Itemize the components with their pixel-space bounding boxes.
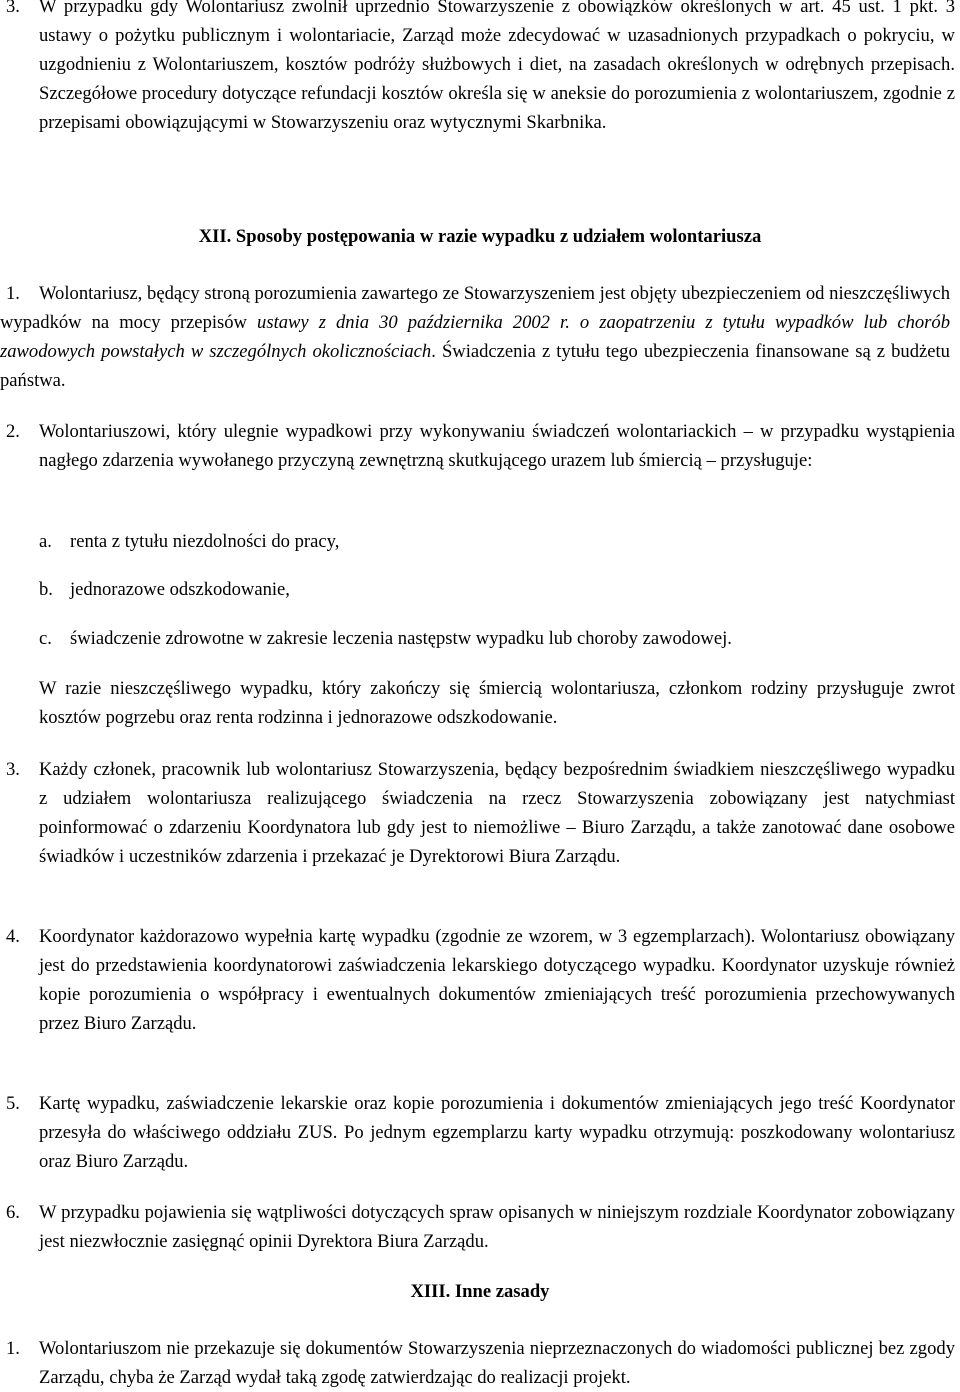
list-number: 3. xyxy=(6,759,20,780)
list-item-xiii-1 xyxy=(0,1334,960,1392)
paragraph: W przypadku pojawienia się wątpliwości dotyczących spraw opisanych w niniejszym rozdziale Koordynator zobowiązany jest niezwłocznie zasięgnąć opinii Dyrektora Biura Zarządu. xyxy=(39,1202,955,1252)
list-item-xii-3 xyxy=(0,755,960,871)
list-number: 6. xyxy=(6,1202,20,1223)
sub-letter: a. xyxy=(39,531,52,552)
paragraph-text-part: W przypadku gdy Wolontariusz zwolnił uprzednio Stowarzyszenie z obowiązków określonych w art. 45 ust. 1 pkt. 3 ustawy o pożytku publicznym i wolontariacie, Zarząd może zdecydować w uzasadnionych przypadkach o pokryciu, w uzgodnieniu z Wolontariuszem, kosztów podróży służbowych i diet, na zasadach określonych w odrębnych przepisach. xyxy=(39,0,955,75)
sub-text: świadczenie zdrowotne w zakresie leczenia następstw wypadku lub choroby zawodowej. xyxy=(70,628,732,649)
paragraph: Kartę wypadku, zaświadczenie lekarskie oraz kopie porozumienia i dokumentów zmieniających jego treść Koordynator przesyła do właściwego oddziału ZUS. Po jednym egzemplarzu karty wypadku otrzymują: poszkodowany wolontariusz oraz Biuro Zarządu. xyxy=(39,1093,955,1172)
list-number: 5. xyxy=(6,1093,20,1114)
list-item-xii-1 xyxy=(0,279,960,395)
paragraph-text-part: . Świadczenia z tytułu tego ubezpieczenia finansowane są z budżetu państwa. xyxy=(0,341,950,391)
list-item-xii-6 xyxy=(0,1198,960,1256)
section-heading-xii: XII. Sposoby postępowania w razie wypadku z udziałem wolontariusza xyxy=(198,226,762,247)
paragraph xyxy=(0,279,955,395)
paragraph-death: W razie nieszczęśliwego wypadku, który zakończy się śmiercią wolontariusza, członkom rodziny przysługuje zwrot kosztów pogrzebu oraz renta rodzinna i jednorazowe odszkodowanie. xyxy=(39,678,955,728)
section-heading-xiii: XIII. Inne zasady xyxy=(410,1281,550,1302)
paragraph: Koordynator każdorazowo wypełnia kartę wypadku (zgodnie ze wzorem, w 3 egzemplarzach). Wolontariusz obowiązany jest do przedstawienia koordynatorowi zaświadczenia lekarskiego dotyczącego wypadku. Koordynator uzyskuje również kopie porozumienia o współpracy i ewentualnych dokumentów zmieniających treść porozumienia przechowywanych przez Biuro Zarządu. xyxy=(39,926,955,1034)
paragraph-text-part: Szczegółowe procedury dotyczące refundacji kosztów określa się w aneksie do porozumienia z wolontariuszem, zgodnie z przepisami obowiązującymi w Stowarzyszeniu oraz wytycznymi Skarbnika. xyxy=(39,83,955,133)
list-number: 3. xyxy=(6,0,20,17)
list-item-xii-5 xyxy=(0,1089,960,1176)
list-item-xi-3 xyxy=(0,0,960,137)
sub-letter: b. xyxy=(39,579,53,600)
sub-text: jednorazowe odszkodowanie, xyxy=(70,579,290,600)
paragraph xyxy=(39,0,955,137)
list-number: 1. xyxy=(6,1338,20,1359)
sub-text: renta z tytułu niezdolności do pracy, xyxy=(70,531,340,552)
sub-letter: c. xyxy=(39,628,52,649)
list-number: 2. xyxy=(6,421,20,442)
law-citation: ustawy z dnia 30 października 2002 r. o zaopatrzeniu z tytułu wypadków lub chorób zawodowych powstałych w szczególnych okolicznościach xyxy=(0,312,950,362)
list-item-xii-4 xyxy=(0,922,960,1038)
paragraph: Wolontariuszowi, który ulegnie wypadkowi przy wykonywaniu świadczeń wolontariackich – w przypadku wystąpienia nagłego zdarzenia wywołanego przyczyną zewnętrzną skutkującego urazem lub śmiercią – przysługuje: xyxy=(39,421,955,471)
list-number: 1. xyxy=(6,283,20,304)
paragraph: Wolontariuszom nie przekazuje się dokumentów Stowarzyszenia nieprzeznaczonych do wiadomości publicznej bez zgody Zarządu, chyba że Zarząd wydał taką zgodę zatwierdzając do realizacji projekt. xyxy=(39,1338,955,1388)
list-item-xii-2 xyxy=(0,417,960,475)
list-number: 4. xyxy=(6,926,20,947)
paragraph: Każdy członek, pracownik lub wolontariusz Stowarzyszenia, będący bezpośrednim świadkiem nieszczęśliwego wypadku z udziałem wolontariusza realizującego świadczenia na rzecz Stowarzyszenia zobowiązany jest natychmiast poinformować o zdarzeniu Koordynatora lub gdy jest to niemożliwe – Biuro Zarządu, a także zanotować dane osobowe świadków i uczestników zdarzenia i przekazać je Dyrektorowi Biura Zarządu. xyxy=(39,759,955,867)
paragraph-text-part: Wolontariusz, będący stroną porozumienia zawartego ze Stowarzyszeniem jest objęty ubezpieczeniem od nieszczęśliwych wypadków na mocy przepisów xyxy=(0,283,950,333)
